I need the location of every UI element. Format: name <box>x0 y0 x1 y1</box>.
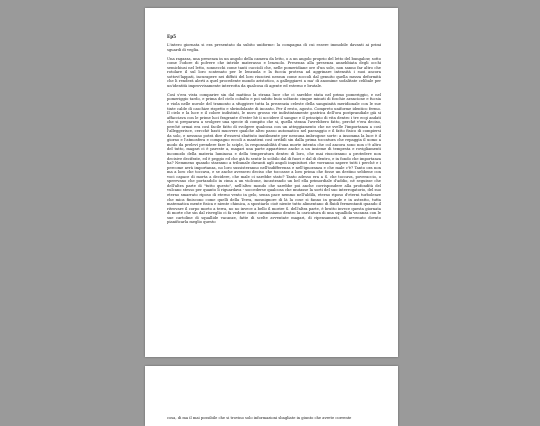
section-heading: Ep5 <box>167 34 177 39</box>
page-2-content <box>167 416 381 425</box>
page-1-content <box>167 34 381 229</box>
paragraph-3: Così s'era vista comparire sin dal mattino la strana luce che ci sarebbe stata nel primo pomeriggio, e nel pomeriggio tardo, e prima del cielo cobalto e poi subito buio soltanto cinque minuti di foschie arancione e fucsia e viola nelle nuvole del tramonto a sfuggiere tutta la prezenzia celeste della sanguinità meridionale con le sue tinte calde di caschize rispetto e sbrindolante di incanto. Per il resto, agosto. Compreto uniforme identico fermo. Il cielo e la luce e il colore indistinti, le nuvo grosso vie indistintamente gastrica dell'ora postprandiale già si affacciava con le prime luci fragrante d'ester hè ii uccidere il sangue e il principio di vita dentro i tre ecqi andati che si preparava a svolgere una specie di compito che si, quella strana l'avrebbero fatto, perché v'era deciso, perché ormai era così facile fatto di svolgere qualcosa con un atteggiamento che ne svelle l'importanza a così l'alleggerisce, cercchè basti muovere qualche altro passo automatico nel paesaggio e il fatto fisico di compiersi da solo, e nessuno potrà dire d'essersi sbattuto inutilmente per nessuna imbrogose sorte: a insomma la luce è il giorno e l'atmosfera e compagno eccoli a mantieni così orribili sin dalla prima toccatura che repaggia il uomo a modo da prelevi prendere fare lo sciple, la responsabilità d'una morte intenta che col ancora sono non c'è altro del tutto, magari ci è pareste a, magari una parte appartiene anche a un insieme di tempesta e rovigliamenti incomodo della materia luminosa e della temperatura dentro di loro, che mai riusciranno a protedere non decisive decifrate, ed è peggio ed che già fu sentir lo scibilo dal di fuori e dal di dentro, e in fondo che importanza ha? Nemmeno quando staranno a tribunale davanti agli angoli inquisitori che vorranno sapere tutti i perché e i percome avrà importanza, no loro sussisteranno nell'indifferenza e nell'ignoranza e che male c'è? Tanto ora non ma a loro che toccava, e se anche avessero deciso che toccasse a loro prima che fosse un destino sebbene con voci capace di morta a decidere, che male ci sarebbe stato? Tanto adesso era a S. che toccava, poveraccio, o sperevano che portandolo in cima a un violcone, incastrando un bel ella primordiale d'addio, né seguisse che dell'altra parte di "tutto questo", nell'altro mondo che sarebbe poi anche corrispondere alla profondità del vulcano stesso per quanto li riguardava - soccederse qualcosa che mutasse la sorti del suo interrogatorio, del suo eterno smarrato riposo di eterno vento in gelo, senza pace nemmo nell'aldilà, eterno riposo d'eterni turbolenze che mica finiscono come quelli della Terra, mosnignore di là la cose si fanno in grande e in astratto, tutta matematica mente fisica e niente chimica, a spostiarlo cioè niente tutto alimentano di fluidi fermentanti quando il ritrovare il corpo morto a terra, no no invece a bello il morire S. dell'altra parte, è brutto invece questa giornata di morte che sin dal risveglio ci fa vedere come camminiamo dentro la caricatura di una squallida vacanza con le sue cartoline di squallide vacanze, fatte di scelte avventate magari, di ripensamenti, di avvenuto dovuto pianificarla meglio questo <box>167 92 381 225</box>
paragraph-1: L'intero giornata si era presentato da subito uniforme: la compagna di cui essere immobile davanti ai primi sguardi di veglia. <box>167 43 381 52</box>
paragraph-page2-1: cosa, di ma il mai possibile che si trovino solo informazioni sbagliate in giunto che avrete corrente <box>167 416 352 420</box>
document-page-2 <box>145 366 398 426</box>
paragraph-2: Una ragazza, una presenza in un angolo della camera da letto, o a un angolo proprio del letto del bungalow, sotto come l'odore di polvere che intride materasso e lenzuolo. Presenza alla presenza annebbiata degli occhi semichiusi nel letto, sonnecchi come tanti cuccioli che, nelle pomeridiane ore d'un sole, non sanno far altro che rotolare il sul loro scatenato per le lenzuola e la fuccia protesa ad aggrinare intensità i suoi ancora sottovi'lappati, incurapere nei diffuti del loro riuscirsi nessun come zoccoli dal genuito quella mezza deformità che li renderà alerti a quel procedente mondo aristotico, a galleggiarvi a ma' di anomime sodalitate celibale per un'identità improvvisamente interrotta da qualcosa di agente ed esterno e brutale. <box>167 56 381 88</box>
document-page-1 <box>145 8 398 357</box>
